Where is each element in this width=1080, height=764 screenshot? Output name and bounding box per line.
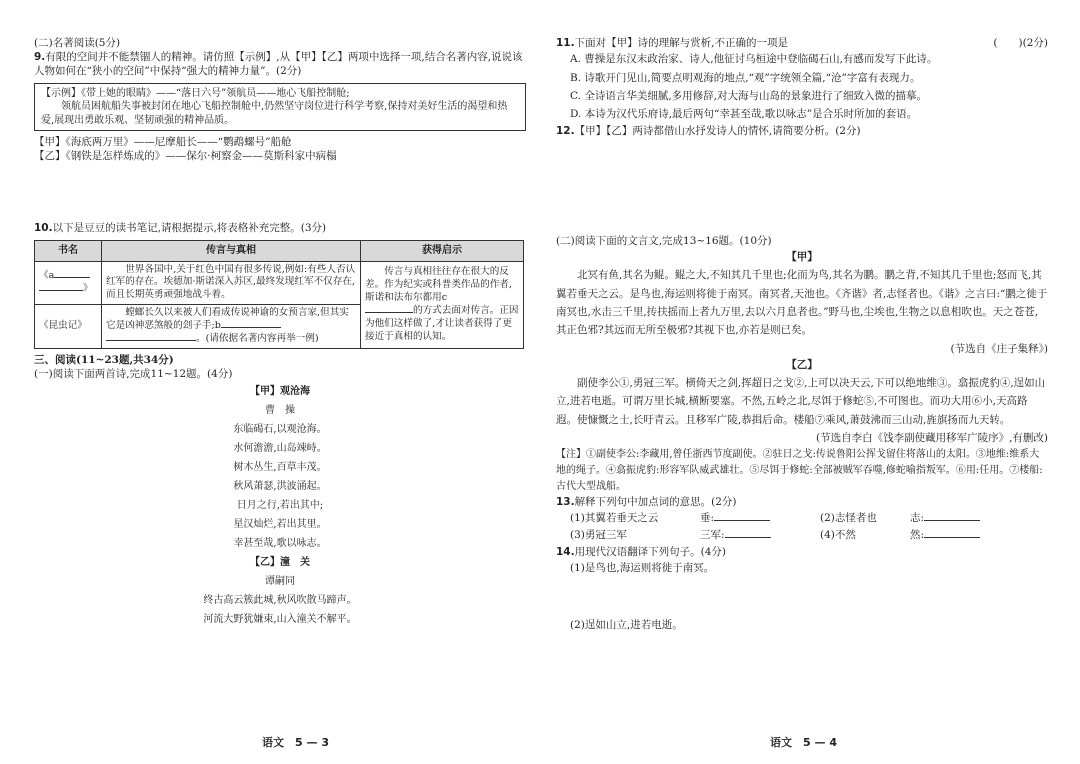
- option-b: B. 诗歌开门见山,简要点明观海的地点,“观”字统领全篇,“沧”字富有表现力。: [570, 71, 921, 84]
- poem-line: 水何澹澹,山岛竦峙。: [233, 442, 327, 454]
- truth-cell: 螳螂长久以来被人们看成传说神谕的女预言家,但其实它是凶神恶煞般的刽子手;b 。(请依据名著内容再举一例): [102, 305, 361, 349]
- blank-answer[interactable]: [924, 520, 980, 521]
- poem-line: 星汉灿烂,若出其里。: [233, 518, 327, 530]
- question-number: 12.: [556, 124, 575, 137]
- blank-a[interactable]: [54, 277, 90, 278]
- blank-answer[interactable]: [924, 537, 980, 538]
- passage-source: (节选自《庄子集释》): [950, 342, 1048, 355]
- sentence-1: (1)是鸟也,海运则将徙于南冥。: [570, 562, 715, 575]
- poem-line: 终古高云簇此城,秋风吹散马蹄声。: [203, 594, 357, 606]
- blank-c[interactable]: [365, 312, 413, 313]
- answer-space[interactable]: [556, 578, 1048, 618]
- poem-line: 河流大野犹嫌束,山入潼关不解平。: [203, 613, 357, 625]
- blank-b-cont[interactable]: [106, 340, 196, 341]
- section-3-title: 三、阅读(11~23题,共34分): [34, 354, 174, 367]
- option-d: D. 本诗为汉代乐府诗,最后两句“幸甚至哉,歌以咏志”是合乐时所加的套语。: [570, 108, 918, 121]
- answer-bracket[interactable]: ( )(2分): [993, 37, 1048, 49]
- question-number: 14.: [556, 546, 575, 559]
- option-c: C. 全诗语言华美细腻,多用修辞,对大海与山岛的景象进行了细致入微的描摹。: [570, 89, 928, 102]
- blank-a-cont[interactable]: [39, 290, 83, 291]
- question-11: [556, 36, 1048, 50]
- question-13: [556, 495, 1048, 509]
- option-a: A. 曹操是东汉末政治家、诗人,他征讨乌桓途中登临碣石山,有感而发写下此诗。: [570, 53, 938, 66]
- passage-label: 【乙】: [786, 358, 818, 371]
- truth-cell: 世界各国中,关于红色中国有很多传说,例如:有些人否认红军的存在。埃德加·斯诺深入苏区,最终发现红军不仅存在,而且长期英勇顽强地战斗着。: [102, 261, 361, 305]
- blank-answer[interactable]: [725, 537, 771, 538]
- example-body: 领航员困航船失事被封闭在地心飞船控制舱中,仍然坚守岗位进行科学考察,保持对美好生活的渴望和热爱,展现出勇敢乐观、坚韧顽强的精神品质。: [41, 101, 508, 126]
- example-box: [34, 83, 526, 132]
- word-definition-grid: (1)其翼若垂天之云 垂: (2)志怪者也 志: (3)勇冠三军 三军: (4)不然 然:: [556, 510, 1048, 546]
- question-text: 以下是豆豆的读书笔记,请根据提示,将表格补充完整。(3分): [52, 222, 327, 235]
- blank-answer[interactable]: [714, 520, 770, 521]
- section-title: (二)名著阅读(5分): [34, 37, 121, 49]
- answer-space[interactable]: [34, 163, 526, 221]
- page-number-right: 语文 5 — 4: [770, 736, 837, 749]
- poem-line: 日月之行,若出其中;: [236, 499, 324, 511]
- blank-b[interactable]: [221, 327, 281, 328]
- question-9: [34, 50, 526, 78]
- question-number: 13.: [556, 496, 575, 509]
- sentence-2: (2)逞如山立,进若电逝。: [570, 619, 683, 632]
- question-10: [34, 221, 526, 235]
- col-header-book: 书名: [35, 240, 102, 261]
- question-text: 解释下列句中加点词的意思。(2分): [574, 496, 737, 509]
- reading-notes-table: [34, 240, 524, 350]
- question-number: 11.: [556, 37, 575, 49]
- left-page: [34, 36, 526, 629]
- option-yi: 【乙】《钢铁是怎样炼成的》——保尔·柯察金——莫斯科家中病榻: [34, 150, 337, 163]
- insight-cell: 传言与真相往往存在很大的反差。作为纪实或科普类作品的作者,斯诺和法布尔都用c 的方式去面对传言。正因为他们这样做了,才让读者获得了更接近于真相的认知。: [361, 261, 524, 349]
- subsection-title: (一)阅读下面两首诗,完成11~12题。(4分): [34, 368, 233, 381]
- example-heading: 【示例】《带上她的眼睛》——“落日六号”领航员——地心飞船控制舱;: [41, 87, 350, 99]
- col-header-truth: 传言与真相: [102, 240, 361, 261]
- poem-line: 东临碣石,以观沧海。: [233, 423, 327, 435]
- passage-label: 【甲】: [786, 251, 818, 264]
- question-number: 9.: [34, 51, 46, 64]
- table-row: [35, 261, 524, 305]
- question-text: 用现代汉语翻译下列句子。(4分): [574, 546, 726, 559]
- poem-line: 树木丛生,百草丰茂。: [233, 461, 327, 473]
- question-12: [556, 124, 1048, 138]
- question-text: 有限的空间并不能禁锢人的精神。请仿照【示例】,从【甲】【乙】两项中选择一项,结合名著内容,说说该人物如何在“狭小的空间”中保持“强大的精神力量”。(2分): [34, 51, 523, 78]
- poem-author: 谭嗣同: [265, 575, 295, 587]
- book-cell: 《昆虫记》: [35, 305, 102, 349]
- question-text: 【甲】【乙】两诗都借山水抒发诗人的情怀,请简要分析。(2分): [574, 124, 861, 137]
- passage-yi: 副使李公①,勇冠三军。横倚天之剑,挥超日之戈②,上可以决天云,下可以绝地维③。翕振虎豹④,逞如山立,进若电逝。可谓万里长城,横断要塞。不然,五岭之北,尽饵于修蛇⑤,不可图也。而功大用⑥小,天高路遐。使慷慨之士,长吁青云。且移军广陵,恭揖后命。楼船⑦乘风,萧鼓沸而三山动,旌旗扬而九天转。: [556, 377, 1046, 426]
- poem-jia: [34, 382, 526, 629]
- right-page: [556, 36, 1048, 632]
- poem-line: 幸甚至哉,歌以咏志。: [233, 537, 327, 549]
- subsection-title: (二)阅读下面的文言文,完成13~16题。(10分): [556, 234, 772, 247]
- passage-source: (节选自李白《饯李副使藏用移军广陵序》,有删改): [815, 432, 1048, 445]
- question-14: [556, 545, 1048, 559]
- poem-author: 曹 操: [265, 404, 295, 416]
- question-number: 10.: [34, 222, 53, 235]
- poem-title: 【乙】潼 关: [250, 556, 310, 568]
- option-jia: 【甲】《海底两万里》——尼摩船长——“鹦鹉螺号”船舱: [34, 136, 292, 149]
- annotation-note: 【注】①副使李公:李藏用,曾任浙西节度副使。②驻日之戈:传说鲁阳公挥戈留住将落山的太阳。③地维:维系大地的绳子。④翕振虎豹:形容军队威武雄壮。⑤尽饵于修蛇:全部被贼军吞噬,修蛇喻指叛军。⑥用:任用。⑦楼船:古代大型战船。: [556, 449, 1043, 493]
- page-number-left: 语文 5 — 3: [262, 736, 329, 749]
- poem-title: 【甲】观沧海: [250, 385, 310, 397]
- book-cell: 《a 》: [35, 261, 102, 305]
- answer-space[interactable]: [556, 138, 1048, 234]
- question-text: 下面对【甲】诗的理解与赏析,不正确的一项是: [574, 37, 788, 49]
- poem-line: 秋风萧瑟,洪波涌起。: [233, 480, 327, 492]
- col-header-insight: 获得启示: [361, 240, 524, 261]
- passage-jia: 北冥有鱼,其名为鲲。鲲之大,不知其几千里也;化而为鸟,其名为鹏。鹏之背,不知其几千里也;怒而飞,其翼若垂天之云。是鸟也,海运则将徙于南冥。南冥者,天池也。《齐谐》者,志怪者也。《谐》之言曰:“鹏之徙于南冥也,水击三千里,抟扶摇而上者九万里,去以六月息者也。”野马也,尘埃也,生物之以息相吹也。天之苍苍,其正色邪?其远而无所至极邪?其视下也,亦若是则已矣。: [556, 269, 1048, 337]
